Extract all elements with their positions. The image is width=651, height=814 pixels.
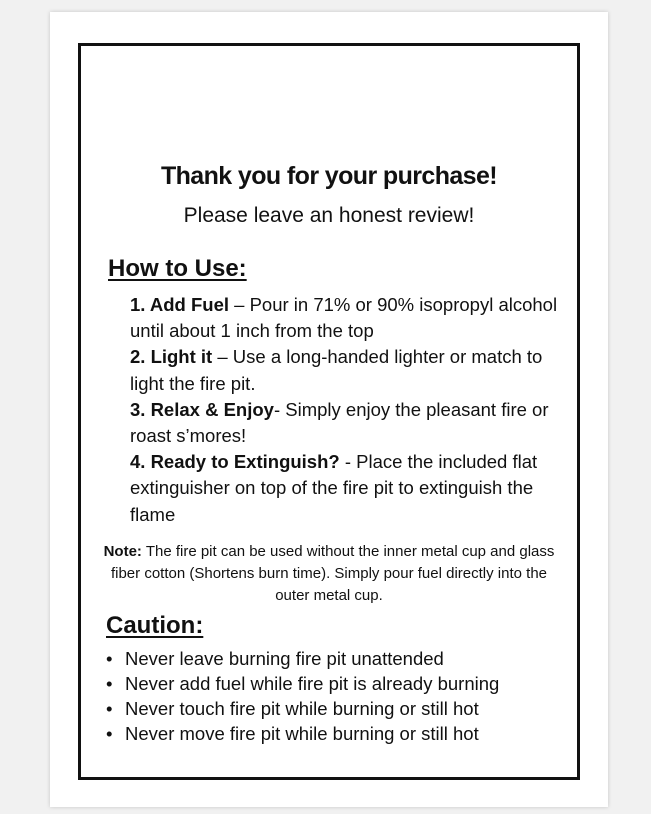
step-label: 3. Relax & Enjoy [130, 398, 274, 420]
note-text: The fire pit can be used without the inner metal cup and glass fiber cotton (Shortens burn time). Simply pour fuel directly into the outer metal cup. [110, 543, 555, 604]
step-item [130, 344, 560, 396]
step-text: - Place the included flat extinguisher on top of the fire pit to extinguish the flame [130, 451, 538, 525]
caution-text: Never leave burning fire pit unattended [125, 648, 444, 669]
caution-text: Never touch fire pit while burning or still hot [125, 698, 479, 719]
bullet-icon: • [106, 698, 113, 719]
step-text: - Simply enjoy the pleasant fire or roast s’mores! [130, 398, 549, 447]
step-item [130, 397, 560, 449]
bullet-icon: • [106, 673, 113, 694]
caution-list [106, 646, 556, 746]
caution-text: Never add fuel while fire pit is already burning [125, 673, 500, 694]
note-label: Note: [103, 543, 142, 560]
how-to-use-heading: How to Use: [108, 255, 247, 282]
caution-item [106, 646, 556, 671]
step-label: 4. Ready to Extinguish? [130, 451, 340, 473]
review-request: Please leave an honest review! [183, 204, 475, 227]
step-item [130, 292, 560, 344]
caution-heading: Caution: [106, 612, 204, 639]
bullet-icon: • [106, 723, 113, 744]
bullet-icon: • [106, 648, 113, 669]
step-text: – Pour in 71% or 90% isopropyl alcohol until about 1 inch from the top [130, 294, 558, 342]
thank-you-title: Thank you for your purchase! [160, 162, 498, 190]
caution-text: Never move fire pit while burning or still hot [125, 723, 479, 744]
caution-item [106, 696, 556, 721]
step-text: – Use a long-handed lighter or match to light the fire pit. [130, 346, 543, 394]
caution-item [106, 671, 556, 696]
note-paragraph [92, 541, 566, 607]
step-label: 1. Add Fuel [130, 294, 230, 315]
how-to-use-steps [130, 292, 560, 528]
step-label: 2. Light it [130, 346, 213, 368]
step-item [130, 449, 560, 528]
caution-item [106, 721, 556, 746]
document-page [50, 12, 608, 807]
